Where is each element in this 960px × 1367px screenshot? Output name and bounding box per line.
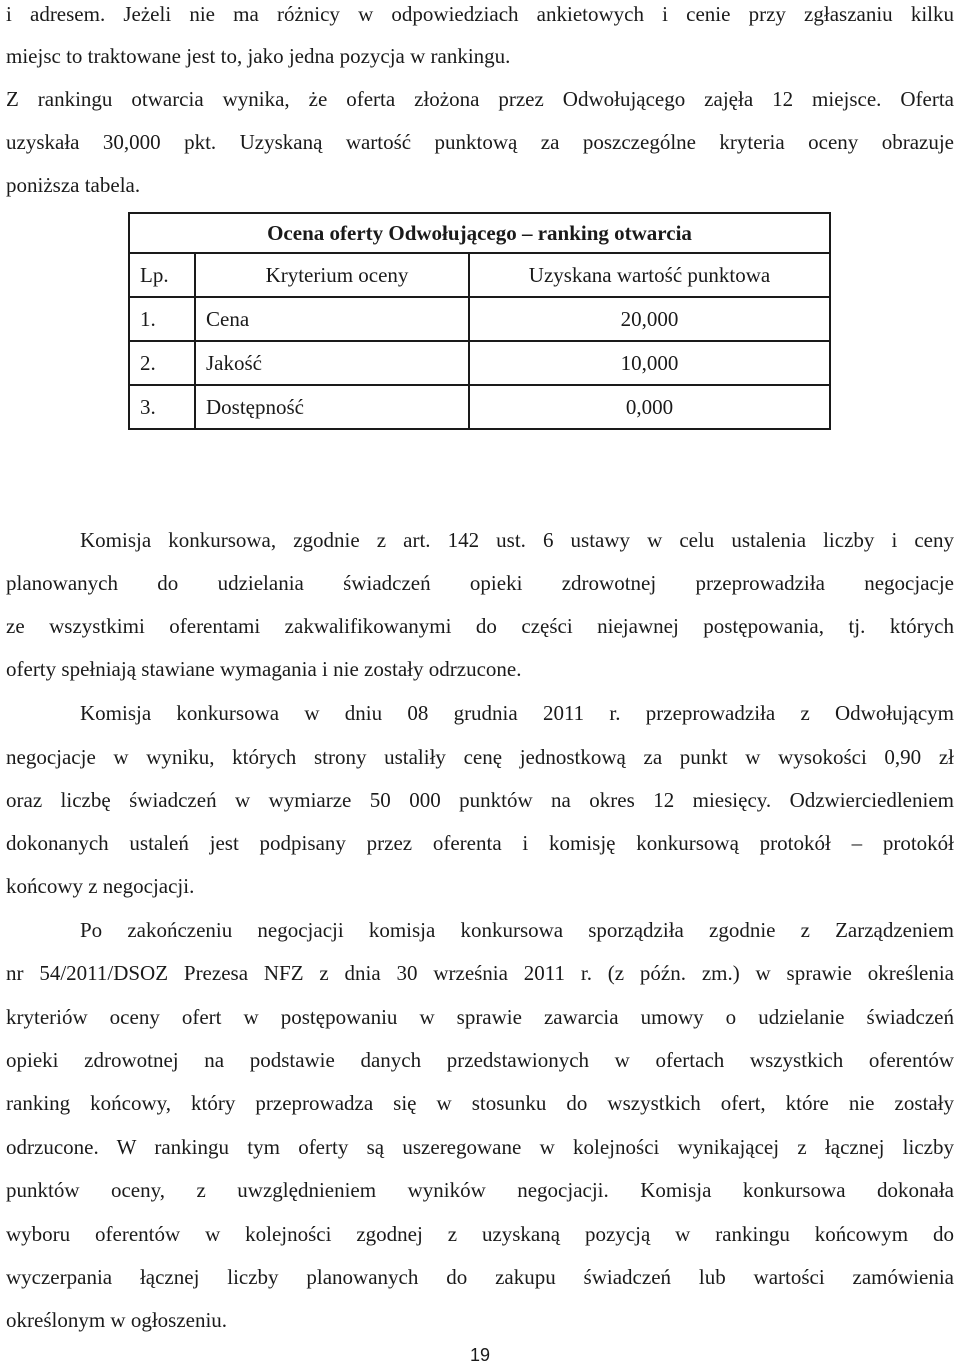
text-line: poniższa tabela. <box>6 173 141 197</box>
text-line: opieki zdrowotnej na podstawie danych przedstawionych w ofertach wszystkich oferentów <box>6 1048 954 1072</box>
header-value: Uzyskana wartość punktowa <box>469 253 830 297</box>
text-line: uzyskała 30,000 pkt. Uzyskaną wartość punktową za poszczególne kryteria oceny obrazuje <box>6 130 954 154</box>
text-line: oferty spełniają stawiane wymagania i nie zostały odrzucone. <box>6 657 522 681</box>
text-line: kryteriów oceny ofert w postępowaniu w sprawie zawarcia umowy o udzielanie świadczeń <box>6 1005 954 1029</box>
text-line: nr 54/2011/DSOZ Prezesa NFZ z dnia 30 września 2011 r. (z późn. zm.) w sprawie określenia <box>6 961 954 985</box>
text-line: miejsc to traktowane jest to, jako jedna pozycja w rankingu. <box>6 44 511 68</box>
table-row <box>129 385 830 429</box>
text-line: Po zakończeniu negocjacji komisja konkursowa sporządziła zgodnie z Zarządzeniem <box>80 918 954 942</box>
text-line: Z rankingu otwarcia wynika, że oferta złożona przez Odwołującego zajęła 12 miejsce. Oferta <box>6 87 954 111</box>
cell-criterion: Jakość <box>195 341 469 385</box>
cell-lp: 3. <box>129 385 195 429</box>
cell-value: 10,000 <box>469 341 830 385</box>
table-header-row <box>129 253 830 297</box>
header-criterion: Kryterium oceny <box>195 253 469 297</box>
text-line: Komisja konkursowa, zgodnie z art. 142 ust. 6 ustawy w celu ustalenia liczby i ceny <box>80 528 954 552</box>
cell-criterion: Dostępność <box>195 385 469 429</box>
text-line: negocjacje w wyniku, których strony ustaliły cenę jednostkową za punkt w wysokości 0,90 zł <box>6 745 954 769</box>
text-line: i adresem. Jeżeli nie ma różnicy w odpowiedziach ankietowych i cenie przy zgłaszaniu kilku <box>6 2 954 26</box>
text-line: oraz liczbę świadczeń w wymiarze 50 000 punktów na okres 12 miesięcy. Odzwierciedleniem <box>6 788 954 812</box>
cell-lp: 2. <box>129 341 195 385</box>
cell-criterion: Cena <box>195 297 469 341</box>
cell-value: 20,000 <box>469 297 830 341</box>
table-caption-row <box>129 213 830 253</box>
text-line: Komisja konkursowa w dniu 08 grudnia 2011 r. przeprowadziła z Odwołującym <box>80 701 954 725</box>
text-line: dokonanych ustaleń jest podpisany przez oferenta i komisję konkursową protokół – protokół <box>6 831 954 855</box>
text-line: ranking końcowy, który przeprowadza się w stosunku do wszystkich ofert, które nie zostały <box>6 1091 954 1115</box>
cell-value: 0,000 <box>469 385 830 429</box>
text-line: określonym w ogłoszeniu. <box>6 1308 228 1332</box>
table-row <box>129 341 830 385</box>
text-line: wyboru oferentów w kolejności zgodnej z uzyskaną pozycją w rankingu końcowym do <box>6 1222 954 1246</box>
table-caption: Ocena oferty Odwołującego – ranking otwarcia <box>129 213 830 253</box>
header-lp: Lp. <box>129 253 195 297</box>
page-number: 19 <box>469 1345 491 1365</box>
text-line: odrzucone. W rankingu tym oferty są uszeregowane w kolejności wynikającej z łącznej liczby <box>6 1135 954 1159</box>
text-line: planowanych do udzielania świadczeń opieki zdrowotnej przeprowadziła negocjacje <box>6 571 954 595</box>
text-line: wyczerpania łącznej liczby planowanych do zakupu świadczeń lub wartości zamówienia <box>6 1265 954 1289</box>
table-row <box>129 297 830 341</box>
text-line: ze wszystkimi oferentami zakwalifikowanymi do części niejawnej postępowania, tj. których <box>6 614 954 638</box>
text-line: punktów oceny, z uwzględnieniem wyników negocjacji. Komisja konkursowa dokonała <box>6 1178 954 1202</box>
text-line: końcowy z negocjacji. <box>6 874 195 898</box>
cell-lp: 1. <box>129 297 195 341</box>
ranking-table <box>128 212 831 430</box>
